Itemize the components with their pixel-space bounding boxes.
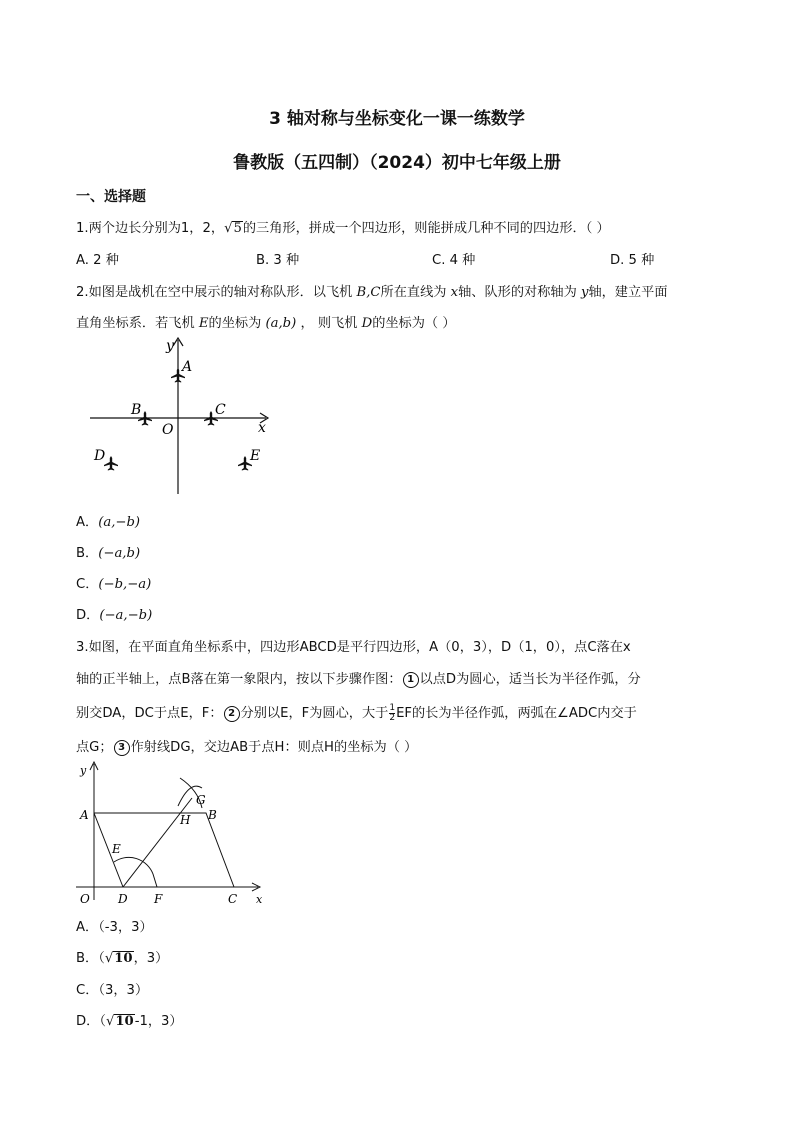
q2-text: 的坐标为: [208, 316, 266, 331]
q2-option-b: [76, 542, 140, 561]
sqrt-sign: √: [104, 951, 114, 966]
sqrt-value: 10: [114, 951, 133, 966]
page-subtitle: 鲁教版（五四制）（2024）初中七年级上册: [233, 153, 561, 173]
q3-option-c: C．（3，3）: [76, 983, 149, 998]
option-letter: D．: [76, 608, 100, 623]
option-letter: C．: [76, 577, 99, 592]
q3-text: 别交DA，DC于点E，F：: [76, 706, 223, 721]
question-3-line-1: 3.如图，在平面直角坐标系中，四边形ABCD是平行四边形，A（0，3），D（1，0），点C落在x: [76, 640, 631, 655]
option-value: (−a,b): [98, 546, 141, 561]
label-e: E: [250, 448, 261, 464]
q3-text: 作射线DG，交边AB于点H：则点H的坐标为（ ）: [130, 740, 418, 755]
q2-figure: [84, 334, 284, 500]
page-title: 3 轴对称与坐标变化一课一练数学: [269, 109, 525, 129]
question-2-line-2: [76, 312, 456, 331]
ray-dg: [123, 798, 192, 887]
sqrt-sign: √: [224, 221, 233, 236]
arc-ef: [114, 857, 157, 887]
question-3-line-2: [76, 668, 641, 688]
q3-option-b: [76, 947, 168, 966]
step-1-marker: 1: [403, 672, 419, 688]
q3-text: 点G；: [76, 740, 113, 755]
option-text: ，3）: [133, 951, 169, 966]
step-3-marker: 3: [114, 740, 130, 756]
label-y: y: [80, 764, 87, 777]
label-a: A: [80, 808, 89, 822]
q3-text: 轴的正半轴上，点B落在第一象限内，按以下步骤作图：: [76, 672, 402, 687]
q2-text: 轴，建立平面: [588, 285, 668, 300]
label-d: D: [94, 448, 106, 464]
label-f: F: [154, 892, 163, 906]
option-value: (−b,−a): [98, 577, 152, 592]
label-c: C: [215, 402, 226, 418]
q3-text: 以点D为圆心，适当长为半径作弧，分: [419, 672, 641, 687]
label-a: A: [182, 359, 193, 375]
question-2-line-1: [76, 281, 668, 300]
label-o: O: [162, 422, 174, 438]
question-1: [76, 217, 610, 236]
option-text: D．（: [76, 1014, 106, 1029]
q1-option-b: B. 3 种: [256, 253, 300, 268]
label-c: C: [228, 892, 238, 906]
q2-e: E: [198, 316, 209, 331]
label-d: D: [118, 892, 128, 906]
q2-text: 轴、队形的对称轴为: [458, 285, 581, 300]
section-heading: 一、选择题: [76, 189, 146, 205]
option-value: (a,−b): [98, 515, 141, 530]
q2-text: 2.如图是战机在空中展示的轴对称队形．以飞机: [76, 285, 357, 300]
q1-text-before: 1.两个边长分别为1，2，: [76, 221, 225, 236]
question-3-line-3: [76, 702, 637, 723]
q2-bc: B,C: [356, 285, 381, 300]
q3-figure: [74, 758, 270, 908]
label-h: H: [180, 813, 191, 827]
q3-option-a: A．（-3，3）: [76, 920, 153, 935]
q2-coord: (a,b): [265, 316, 297, 331]
q3-option-d: [76, 1010, 183, 1029]
option-value: (−a,−b): [99, 608, 153, 623]
option-letter: B．: [76, 546, 99, 561]
fraction-half: [389, 704, 395, 723]
label-b: B: [131, 402, 142, 418]
q2-x: x: [450, 285, 459, 300]
option-text: -1，3）: [134, 1014, 183, 1029]
option-text: B．（: [76, 951, 105, 966]
label-e: E: [112, 842, 121, 856]
q2-d: D: [361, 316, 373, 331]
q1-sqrt-value: 5: [233, 221, 242, 236]
q1-text-after: 的三角形，拼成一个四边形，则能拼成几种不同的四边形．（ ）: [242, 221, 610, 236]
option-letter: A．: [76, 515, 99, 530]
q2-text: 所在直线为: [380, 285, 451, 300]
sqrt-value: 10: [115, 1014, 134, 1029]
label-g: G: [196, 793, 206, 807]
q2-option-d: [76, 604, 152, 623]
step-2-marker: 2: [224, 706, 240, 722]
fraction-denominator: 2: [389, 712, 396, 723]
q2-option-a: [76, 511, 140, 530]
label-x: x: [258, 420, 266, 436]
question-3-line-4: [76, 736, 417, 756]
fraction-numerator: 1: [389, 702, 396, 713]
sqrt-sign: √: [105, 1014, 115, 1029]
q2-text: ， 则飞机: [296, 316, 362, 331]
plane-d-icon: [104, 456, 118, 471]
q2-text: 直角坐标系．若飞机: [76, 316, 199, 331]
label-y: y: [166, 338, 174, 354]
q1-option-d: D. 5 种: [610, 253, 655, 268]
q3-text: 分别以E，F为圆心，大于: [240, 706, 389, 721]
label-b: B: [208, 808, 217, 822]
q3-text: EF的长为半径作弧，两弧在∠ADC内交于: [396, 706, 637, 721]
q2-option-c: [76, 573, 151, 592]
q1-option-c: C. 4 种: [432, 253, 476, 268]
q2-y: y: [580, 285, 589, 300]
label-o: O: [80, 892, 90, 906]
q2-text: 的坐标为（ ）: [372, 316, 456, 331]
label-x: x: [256, 893, 263, 906]
q1-option-a: A. 2 种: [76, 253, 119, 268]
